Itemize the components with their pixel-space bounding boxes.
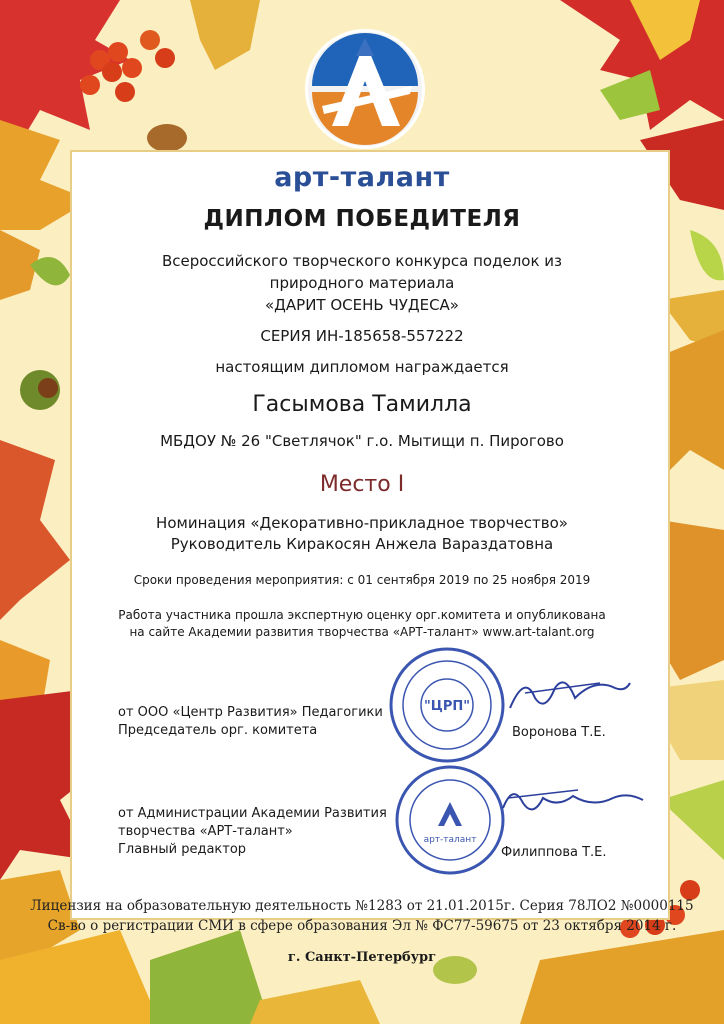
signatory2-role: Главный редактор <box>118 842 247 857</box>
signatory2-org: от Администрации Академии Развития <box>118 806 387 821</box>
diploma-title: ДИПЛОМ ПОБЕДИТЕЛЯ <box>203 206 521 232</box>
license-text: Лицензия на образовательную деятельность №1283 от 21.01.2015г. Серия 78ЛО2 №0000115 <box>30 898 694 914</box>
signatory2-name: Филиппова Т.Е. <box>501 845 607 860</box>
signature-filippova <box>498 778 648 828</box>
signatory1-role: Председатель орг. комитета <box>118 723 318 738</box>
review-line-1: Работа участника прошла экспертную оценку орг.комитета и опубликована <box>118 608 606 622</box>
smi-registration: Св-во о регистрации СМИ в сфере образования Эл № ФС77-59675 от 23 октября 2014 г. <box>47 918 677 934</box>
art-talant-stamp <box>394 764 506 876</box>
institution: МБДОУ № 26 "Светлячок" г.о. Мытищи п. Пирогово <box>160 432 564 450</box>
art-talant-stamp-center: арт-талант <box>423 835 477 845</box>
signatory1-org: от ООО «Центр Развития» Педагогики <box>118 705 383 720</box>
event-dates: Сроки проведения мероприятия: с 01 сентября 2019 по 25 ноября 2019 <box>133 573 591 587</box>
contest-line-2: природного материала <box>269 274 455 292</box>
crp-stamp-center: "ЦРП" <box>423 699 471 714</box>
awarded-text: настоящим дипломом награждается <box>215 358 509 376</box>
place-award: Место I <box>319 472 405 497</box>
art-talant-logo <box>302 26 428 152</box>
review-line-2: на сайте Академии развития творчества «АРТ-талант» www.art-talant.org <box>129 625 595 639</box>
brand-name: арт-талант <box>274 162 450 193</box>
signature-voronova <box>505 668 635 718</box>
signatory1-name: Воронова Т.Е. <box>512 725 606 740</box>
crp-stamp <box>388 646 506 764</box>
series-number: СЕРИЯ ИН-185658-557222 <box>260 327 464 345</box>
contest-line-3: «ДАРИТ ОСЕНЬ ЧУДЕСА» <box>265 296 459 314</box>
recipient-name: Гасымова Тамилла <box>252 392 472 417</box>
nomination: Номинация «Декоративно-прикладное творчество» <box>156 514 568 532</box>
city: г. Санкт-Петербург <box>287 950 437 965</box>
contest-line-1: Всероссийского творческого конкурса поделок из <box>161 252 563 270</box>
supervisor: Руководитель Киракосян Анжела Вараздатовна <box>170 535 554 553</box>
signatory2-org-2: творчества «АРТ-талант» <box>118 824 293 839</box>
